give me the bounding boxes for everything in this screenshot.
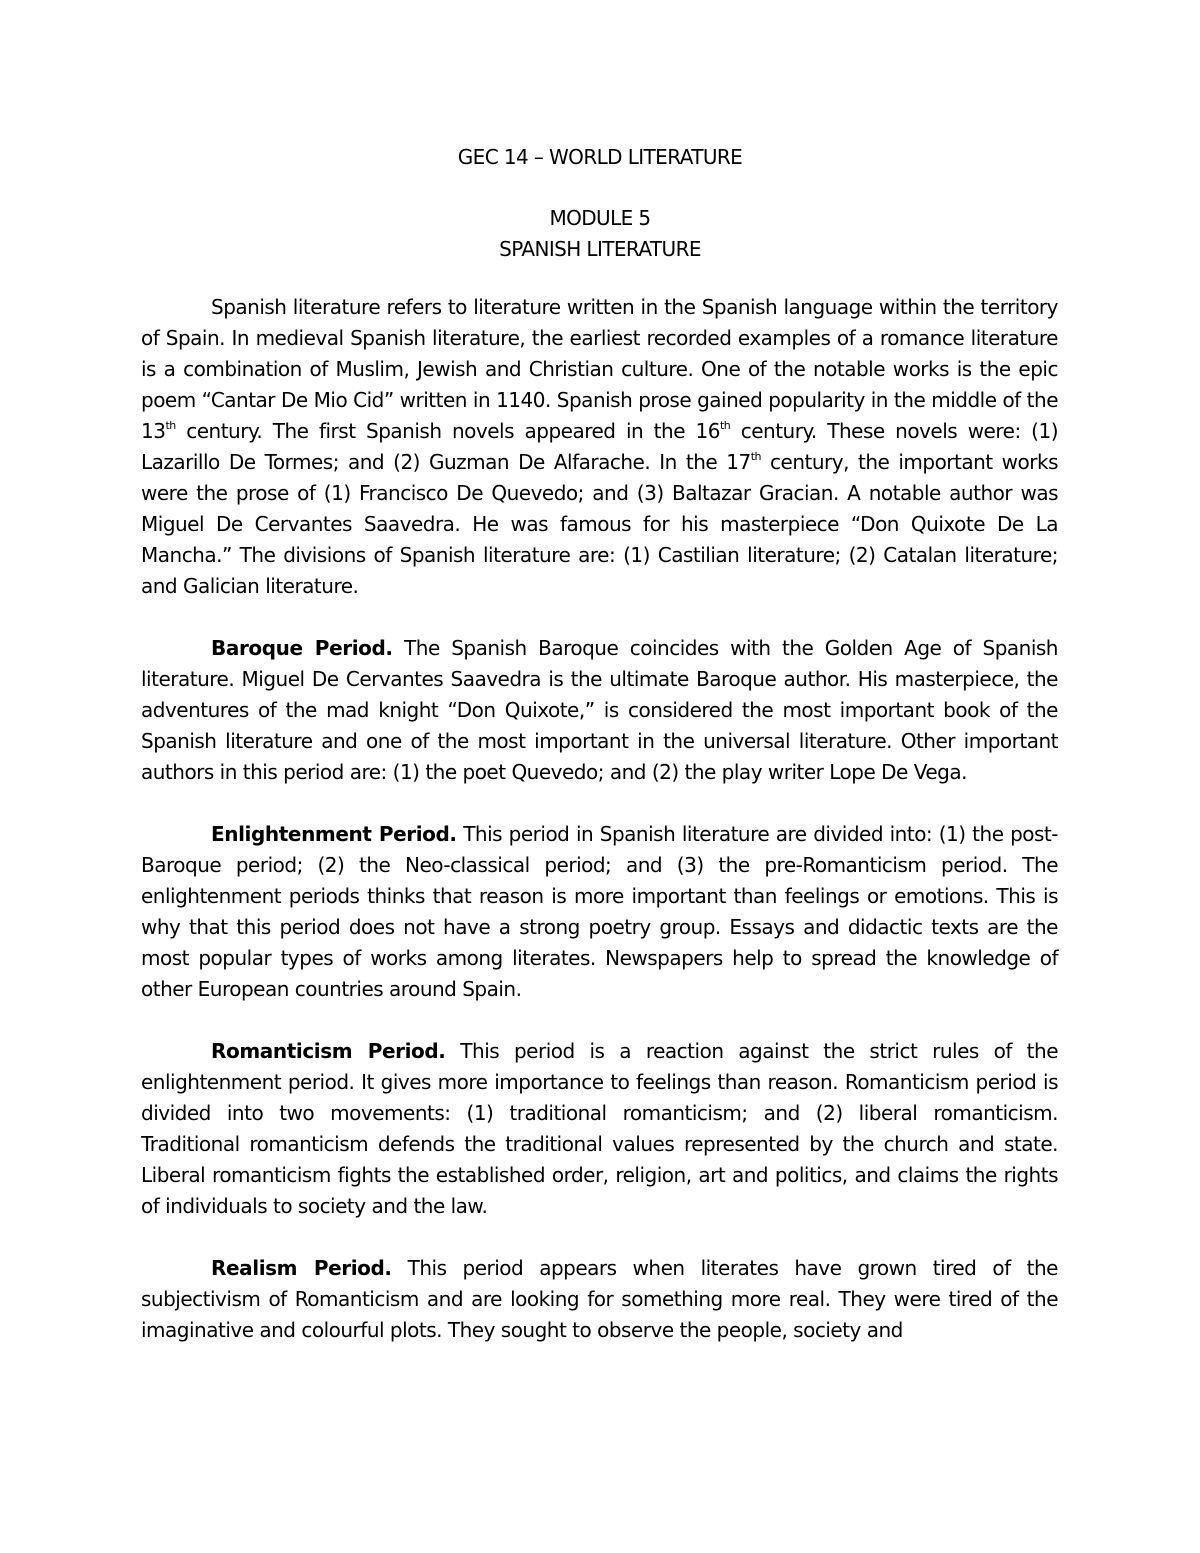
baroque-text: The Spanish Baroque coincides with the Golden Age of Spanish literature. Miguel De Cervantes Saavedra is the ultimate Baroque author. His masterpiece, the adventures of the mad knight “Don Quixote,” is considered the most important book of the Spanish literature and one of the most important in the universal literature. Other important authors in this period are: (1) the poet Quevedo; and (2) the play writer Lope De Vega. [141,636,1058,784]
ordinal-suffix: th [165,419,176,432]
intro-text-part-3: century. These novels were: (1) Lazarillo De Tormes; and (2) Guzman De Alfarache. In the 17 [141,419,1058,474]
realism-heading: Realism Period. [211,1256,392,1280]
enlightenment-text: This period in Spanish literature are divided into: (1) the post-Baroque period; (2) the Neo-classical period; and (3) the pre-Romanticism period. The enlightenment periods thinks that reason is more important than feelings or emotions. This is why that this period does not have a strong poetry group. Essays and didactic texts are the most popular types of works among literates. Newspapers help to spread the knowledge of other European countries around Spain. [141,822,1058,1001]
realism-text: This period appears when literates have grown tired of the subjectivism of Romanticism and are looking for something more real. They were tired of the imaginative and colourful plots. They sought to observe the people, society and [141,1256,1058,1342]
baroque-heading: Baroque Period. [211,636,393,660]
course-title: GEC 14 – WORLD LITERATURE [457,145,743,169]
document-body [141,292,1058,1377]
ordinal-suffix: th [750,450,761,463]
romanticism-heading: Romanticism Period. [211,1039,446,1063]
realism-paragraph [141,1253,1058,1346]
intro-text-part-1: Spanish literature refers to literature written in the Spanish language within the territory of Spain. In medieval Spanish literature, the earliest recorded examples of a romance literature is a combination of Muslim, Jewish and Christian culture. One of the notable works is the epic poem “Cantar De Mio Cid” written in 1140. Spanish prose gained popularity in the middle of the 13 [141,295,1058,443]
baroque-paragraph [141,633,1058,788]
intro-paragraph [141,292,1058,602]
module-subtitle: SPANISH LITERATURE [499,237,701,261]
intro-text-part-2: century. The first Spanish novels appeared in the 16 [175,419,720,443]
intro-text-part-4: century, the important works were the prose of (1) Francisco De Quevedo; and (3) Baltazar Gracian. A notable author was Miguel De Cervantes Saavedra. He was famous for his masterpiece “Don Quixote De La Mancha.” The divisions of Spanish literature are: (1) Castilian literature; (2) Catalan literature; and Galician literature. [141,450,1058,598]
enlightenment-heading: Enlightenment Period. [211,822,457,846]
enlightenment-paragraph [141,819,1058,1005]
romanticism-text: This period is a reaction against the strict rules of the enlightenment period. It gives more importance to feelings than reason. Romanticism period is divided into two movements: (1) traditional romanticism; and (2) liberal romanticism. Traditional romanticism defends the traditional values represented by the church and state. Liberal romanticism fights the established order, religion, art and politics, and claims the rights of individuals to society and the law. [141,1039,1059,1218]
module-title: MODULE 5 [549,206,651,230]
ordinal-suffix: th [719,419,731,432]
romanticism-paragraph [141,1036,1058,1222]
